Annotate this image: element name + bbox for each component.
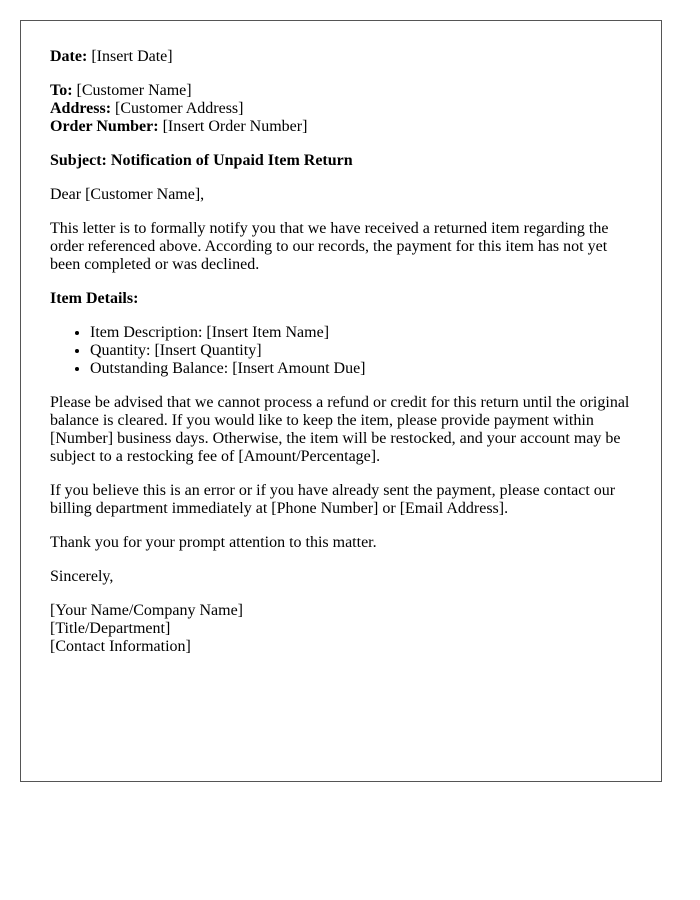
item-details-heading: Item Details: [50, 290, 139, 307]
signature-contact: [Contact Information] [50, 638, 191, 655]
order-number-value: [Insert Order Number] [158, 118, 308, 135]
address-line [50, 100, 633, 118]
letter [20, 20, 662, 782]
list-item: • Item Description: [Insert Item Name] [90, 324, 633, 342]
paragraph-thanks: Thank you for your prompt attention to this matter. [50, 534, 377, 551]
paragraph-notice: This letter is to formally notify you that we have received a returned item regarding the order referenced above. According to our records, the payment for this item has not yet been completed or was declined. [50, 220, 609, 273]
paragraph-refund-policy: Please be advised that we cannot process a refund or credit for this return until the original balance is cleared. If you would like to keep the item, please provide payment within [Number] business days. Otherwise, the item will be restocked, and your account may be subject to a restocking fee of [Amount/Percentage]. [50, 394, 630, 465]
signature-name: [Your Name/Company Name] [50, 602, 244, 619]
item-details-list [50, 324, 633, 378]
signature-title: [Title/Department] [50, 620, 171, 637]
date-line [50, 48, 633, 66]
recipient-block [50, 82, 633, 136]
order-number-line [50, 118, 633, 136]
list-item: • Quantity: [Insert Quantity] [90, 342, 633, 360]
to-line [50, 82, 633, 100]
to-label: To: [50, 82, 73, 99]
list-item: • Outstanding Balance: [Insert Amount Due] [90, 360, 633, 378]
address-label: Address: [50, 100, 112, 117]
signature-block [50, 602, 633, 656]
greeting: Dear [Customer Name], [50, 186, 205, 203]
to-value: [Customer Name] [72, 82, 192, 99]
date-label: Date: [50, 48, 88, 65]
order-number-label: Order Number: [50, 118, 159, 135]
paragraph-contact: If you believe this is an error or if you have already sent the payment, please contact our billing department immediately at [Phone Number] or [Email Address]. [50, 482, 616, 517]
address-value: [Customer Address] [111, 100, 244, 117]
date-value: [Insert Date] [87, 48, 173, 65]
subject-line: Subject: Notification of Unpaid Item Return [50, 152, 353, 169]
closing: Sincerely, [50, 568, 114, 585]
